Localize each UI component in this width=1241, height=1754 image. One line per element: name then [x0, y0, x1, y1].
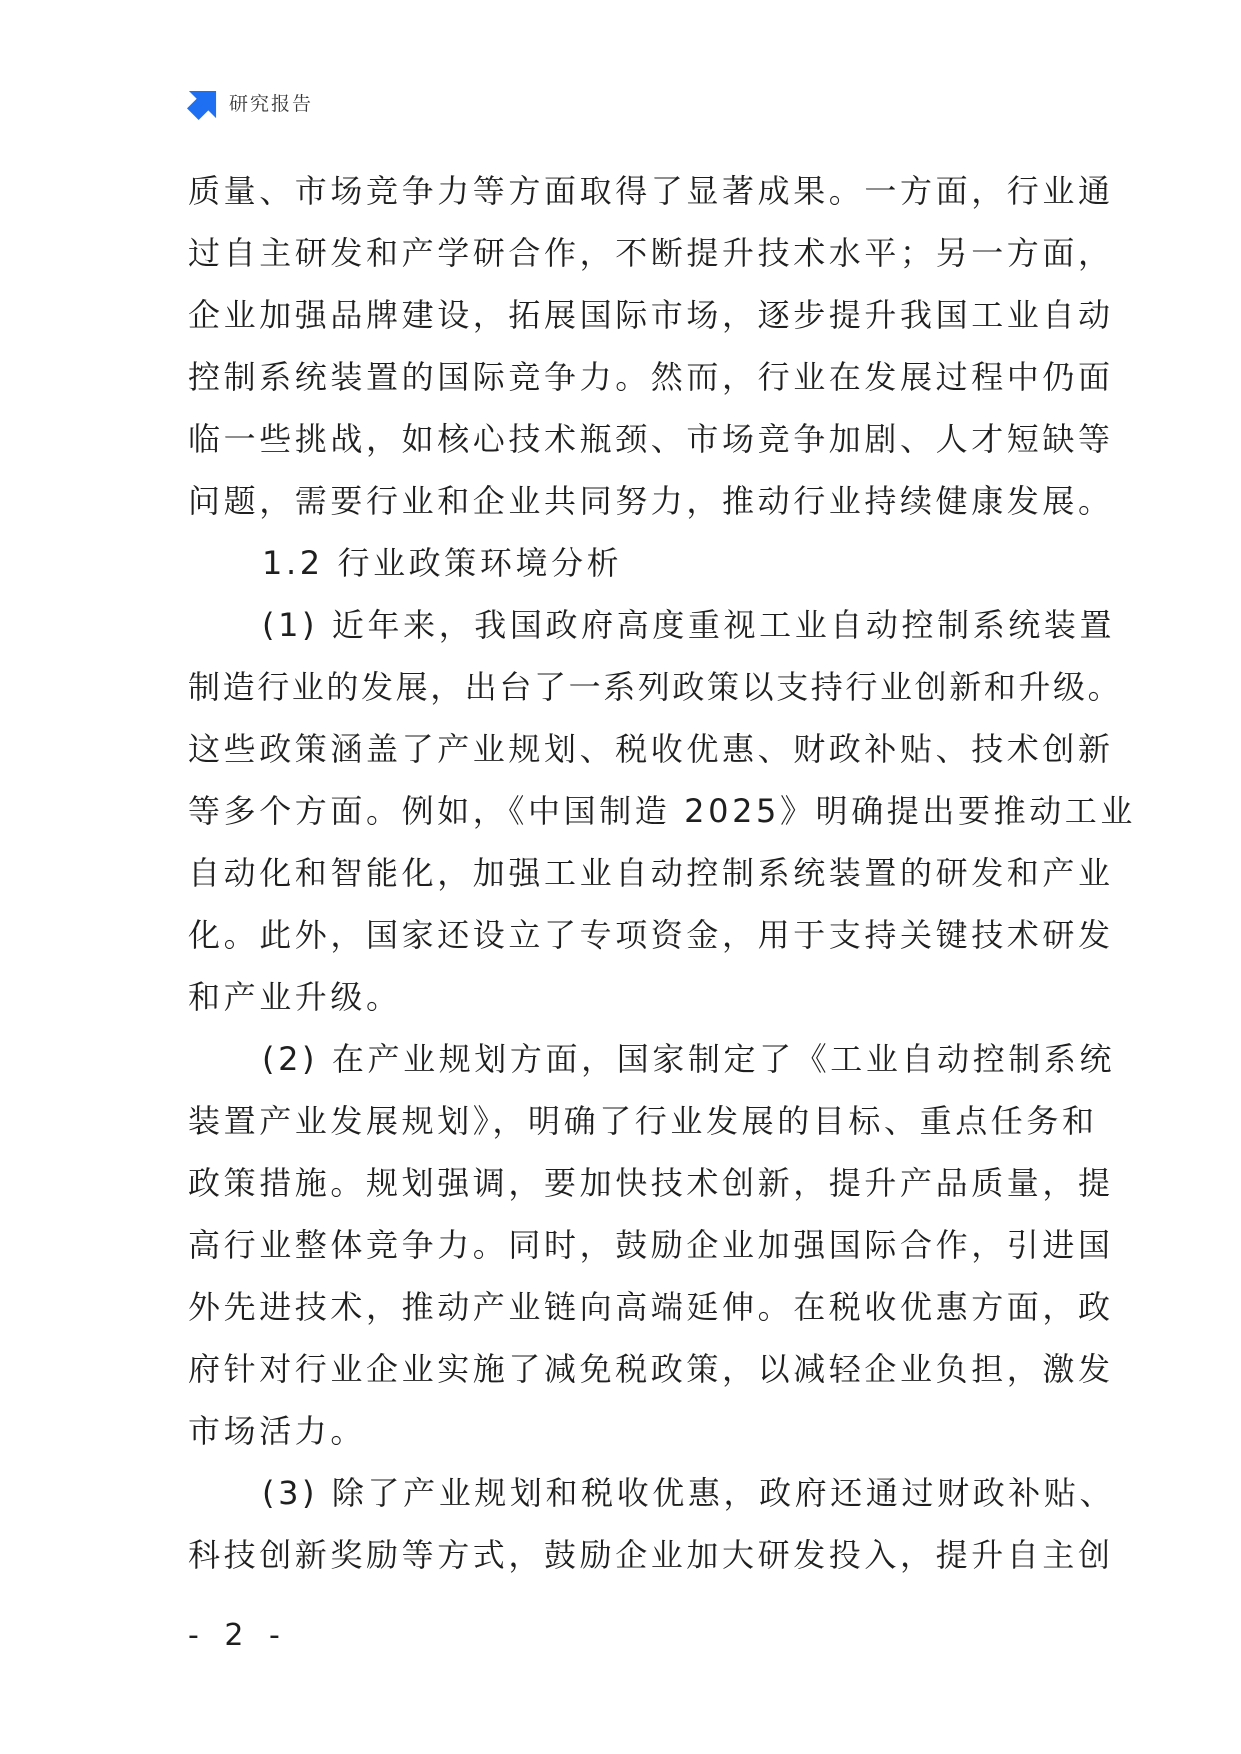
- paragraph-line: 制造行业的发展，出台了一系列政策以支持行业创新和升级。: [188, 668, 1123, 706]
- header-title: 研究报告: [229, 93, 314, 115]
- paragraph-line: 自动化和智能化，加强工业自动控制系统装置的研发和产业: [188, 854, 1114, 892]
- paragraph-line: 质量、市场竞争力等方面取得了显著成果。一方面，行业通: [188, 172, 1114, 210]
- paragraph-line: 问题，需要行业和企业共同努力，推动行业持续健康发展。: [188, 482, 1114, 520]
- paragraph-line: 化。此外，国家还设立了专项资金，用于支持关键技术研发: [188, 916, 1114, 954]
- paragraph-line: 府针对行业企业实施了减免税政策，以减轻企业负担，激发: [188, 1350, 1114, 1388]
- paragraph-line: 控制系统装置的国际竞争力。然而，行业在发展过程中仍面: [188, 358, 1114, 396]
- arrow-up-right-icon: [187, 89, 218, 120]
- paragraph-line: 外先进技术，推动产业链向高端延伸。在税收优惠方面，政: [188, 1288, 1114, 1326]
- body-text: [188, 160, 1137, 1586]
- paragraph-line: 这些政策涵盖了产业规划、税收优惠、财政补贴、技术创新: [188, 730, 1114, 768]
- paragraph-line: 和产业升级。: [188, 978, 402, 1016]
- section-heading: 1.2 行业政策环境分析: [262, 544, 623, 582]
- paragraph-line: (2) 在产业规划方面，国家制定了《工业自动控制系统: [262, 1040, 1116, 1078]
- paragraph-line: 过自主研发和产学研合作，不断提升技术水平；另一方面，: [188, 234, 1114, 272]
- paragraph-line: 科技创新奖励等方式，鼓励企业加大研发投入，提升自主创: [188, 1536, 1114, 1574]
- paragraph-line: 等多个方面。例如，《中国制造 2025》明确提出要推动工业: [188, 792, 1137, 830]
- paragraph-line: (3) 除了产业规划和税收优惠，政府还通过财政补贴、: [262, 1474, 1116, 1512]
- paragraph-line: 高行业整体竞争力。同时，鼓励企业加强国际合作，引进国: [188, 1226, 1114, 1264]
- paragraph-line: 装置产业发展规划》，明确了行业发展的目标、重点任务和: [188, 1102, 1098, 1140]
- paragraph-line: (1) 近年来，我国政府高度重视工业自动控制系统装置: [262, 606, 1116, 644]
- paragraph-line: 市场活力。: [188, 1412, 367, 1450]
- paragraph-line: 政策措施。规划强调，要加快技术创新，提升产品质量，提: [188, 1164, 1114, 1202]
- paragraph-line: 企业加强品牌建设，拓展国际市场，逐步提升我国工业自动: [188, 296, 1114, 334]
- page-number: - 2 -: [188, 1618, 288, 1653]
- paragraph-line: 临一些挑战，如核心技术瓶颈、市场竞争加剧、人才短缺等: [188, 420, 1114, 458]
- page-header: [187, 88, 313, 120]
